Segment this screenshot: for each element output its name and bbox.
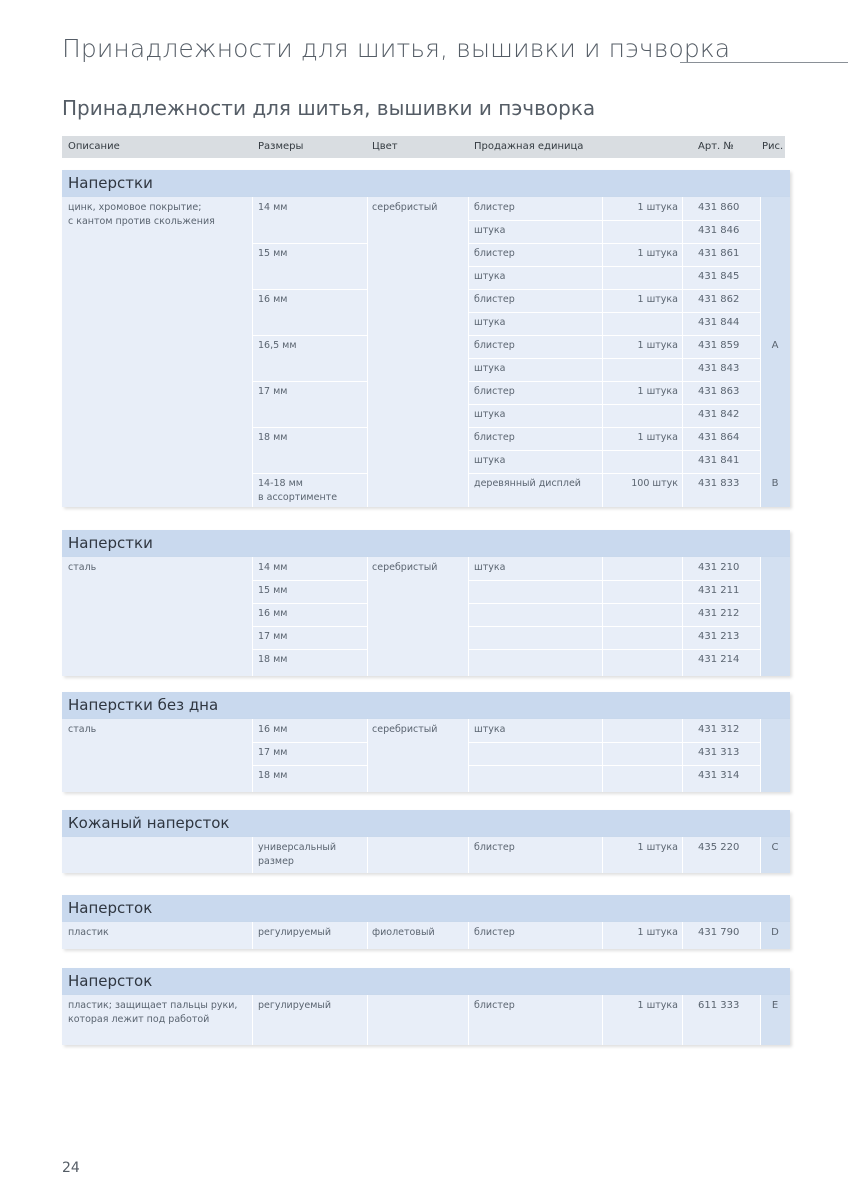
size-text: 14 мм bbox=[258, 562, 288, 573]
column-color: Цвет bbox=[372, 141, 398, 152]
column-divider bbox=[367, 995, 368, 1045]
size-text-line2: в ассортименте bbox=[258, 492, 338, 503]
size-text: 18 мм bbox=[258, 432, 288, 443]
article-number: 431 859 bbox=[698, 340, 740, 351]
sales-unit-text: блистер bbox=[474, 202, 515, 213]
column-divider bbox=[682, 837, 683, 873]
quantity-text: 1 штука bbox=[637, 1000, 678, 1011]
article-number: 431 790 bbox=[698, 927, 740, 938]
color-text: серебристый bbox=[372, 562, 438, 573]
size-divider bbox=[252, 603, 367, 604]
product-group bbox=[62, 692, 790, 792]
row-divider bbox=[468, 742, 760, 743]
sales-unit-text: штука bbox=[474, 455, 506, 466]
column-divider bbox=[367, 719, 368, 792]
sales-unit-text: блистер bbox=[474, 432, 515, 443]
product-group bbox=[62, 895, 790, 949]
row-divider bbox=[468, 381, 760, 382]
article-number: 431 844 bbox=[698, 317, 740, 328]
column-figure: Рис. bbox=[762, 141, 784, 152]
size-text: 16 мм bbox=[258, 724, 288, 735]
sales-unit-text: штука bbox=[474, 363, 506, 374]
group-header bbox=[62, 692, 790, 719]
sales-unit-text: блистер bbox=[474, 248, 515, 259]
group-title: Наперстки без дна bbox=[68, 696, 219, 714]
group-title: Наперстки bbox=[68, 174, 153, 192]
column-divider bbox=[682, 995, 683, 1045]
column-divider bbox=[468, 995, 469, 1045]
description-text: пластик; защищает пальцы руки, bbox=[68, 1000, 238, 1011]
size-divider bbox=[252, 765, 367, 766]
table-column-header bbox=[62, 136, 785, 158]
size-text: 15 мм bbox=[258, 585, 288, 596]
size-text: 16 мм bbox=[258, 608, 288, 619]
quantity-text: 1 штука bbox=[637, 927, 678, 938]
size-text: 16 мм bbox=[258, 294, 288, 305]
figure-column bbox=[760, 557, 790, 676]
description-text: цинк, хромовое покрытие; bbox=[68, 202, 202, 213]
column-divider bbox=[367, 197, 368, 507]
row-divider bbox=[468, 404, 760, 405]
group-header bbox=[62, 895, 790, 922]
sales-unit-text: штука bbox=[474, 317, 506, 328]
article-number: 431 845 bbox=[698, 271, 740, 282]
article-number: 431 861 bbox=[698, 248, 740, 259]
page-header bbox=[62, 34, 848, 74]
figure-label: B bbox=[771, 478, 779, 489]
column-divider bbox=[252, 557, 253, 676]
article-number: 431 862 bbox=[698, 294, 740, 305]
column-sales-unit: Продажная единица bbox=[474, 141, 584, 152]
column-article: Арт. № bbox=[698, 141, 734, 152]
size-divider bbox=[252, 427, 367, 428]
group-body bbox=[62, 719, 790, 792]
article-number: 431 860 bbox=[698, 202, 740, 213]
page-number: 24 bbox=[62, 1160, 80, 1176]
group-header bbox=[62, 530, 790, 557]
size-divider bbox=[252, 243, 367, 244]
product-group bbox=[62, 530, 790, 676]
quantity-text: 1 штука bbox=[637, 294, 678, 305]
row-divider bbox=[468, 266, 760, 267]
quantity-text: 1 штука bbox=[637, 842, 678, 853]
size-text: 14-18 мм bbox=[258, 478, 303, 489]
row-divider bbox=[468, 580, 760, 581]
size-divider bbox=[252, 473, 367, 474]
sales-unit-text: блистер bbox=[474, 340, 515, 351]
group-title: Кожаный наперсток bbox=[68, 814, 230, 832]
size-divider bbox=[252, 381, 367, 382]
article-number: 431 211 bbox=[698, 585, 740, 596]
article-number: 431 313 bbox=[698, 747, 740, 758]
figure-label: C bbox=[771, 842, 779, 853]
column-divider bbox=[367, 837, 368, 873]
row-divider bbox=[468, 626, 760, 627]
row-divider bbox=[468, 358, 760, 359]
row-divider bbox=[468, 312, 760, 313]
row-divider bbox=[468, 335, 760, 336]
product-group bbox=[62, 810, 790, 873]
quantity-text: 1 штука bbox=[637, 202, 678, 213]
article-number: 431 212 bbox=[698, 608, 740, 619]
figure-label: E bbox=[771, 1000, 779, 1011]
group-body bbox=[62, 922, 790, 949]
size-divider bbox=[252, 742, 367, 743]
size-text-line2: размер bbox=[258, 856, 294, 867]
size-text: 17 мм bbox=[258, 747, 288, 758]
row-divider bbox=[468, 427, 760, 428]
column-divider bbox=[760, 719, 761, 792]
article-number: 435 220 bbox=[698, 842, 740, 853]
size-text: 17 мм bbox=[258, 386, 288, 397]
size-text: универсальный bbox=[258, 842, 337, 853]
sales-unit-text: деревянный дисплей bbox=[474, 478, 581, 489]
column-divider bbox=[252, 837, 253, 873]
column-divider bbox=[468, 719, 469, 792]
size-divider bbox=[252, 289, 367, 290]
article-number: 431 210 bbox=[698, 562, 740, 573]
article-number: 611 333 bbox=[698, 1000, 740, 1011]
size-divider bbox=[252, 649, 367, 650]
article-number: 431 833 bbox=[698, 478, 740, 489]
row-divider bbox=[468, 765, 760, 766]
article-number: 431 314 bbox=[698, 770, 740, 781]
quantity-text: 1 штука bbox=[637, 432, 678, 443]
column-divider bbox=[602, 557, 603, 676]
figure-label: A bbox=[771, 340, 779, 351]
sales-unit-text: штука bbox=[474, 724, 506, 735]
article-number: 431 846 bbox=[698, 225, 740, 236]
row-divider bbox=[468, 649, 760, 650]
description-text: сталь bbox=[68, 724, 97, 735]
sales-unit-text: блистер bbox=[474, 386, 515, 397]
sales-unit-text: блистер bbox=[474, 1000, 515, 1011]
column-divider bbox=[468, 557, 469, 676]
description-text: пластик bbox=[68, 927, 109, 938]
header-rule bbox=[680, 62, 848, 63]
description-text: сталь bbox=[68, 562, 97, 573]
group-header bbox=[62, 968, 790, 995]
size-divider bbox=[252, 580, 367, 581]
row-divider bbox=[468, 473, 760, 474]
column-divider bbox=[468, 922, 469, 949]
group-title: Наперсток bbox=[68, 899, 153, 917]
column-divider bbox=[252, 719, 253, 792]
column-divider bbox=[602, 719, 603, 792]
quantity-text: 1 штука bbox=[637, 386, 678, 397]
color-text: серебристый bbox=[372, 202, 438, 213]
sales-unit-text: блистер bbox=[474, 294, 515, 305]
figure-label: D bbox=[771, 927, 779, 938]
article-number: 431 312 bbox=[698, 724, 740, 735]
size-text: 18 мм bbox=[258, 770, 288, 781]
figure-column bbox=[760, 719, 790, 792]
row-divider bbox=[468, 220, 760, 221]
quantity-text: 1 штука bbox=[637, 340, 678, 351]
column-divider bbox=[252, 922, 253, 949]
column-divider bbox=[367, 922, 368, 949]
product-group bbox=[62, 170, 790, 507]
group-title: Наперсток bbox=[68, 972, 153, 990]
column-description: Описание bbox=[68, 141, 120, 152]
size-text: 16,5 мм bbox=[258, 340, 297, 351]
sales-unit-text: штука bbox=[474, 271, 506, 282]
column-divider bbox=[252, 995, 253, 1045]
article-number: 431 842 bbox=[698, 409, 740, 420]
product-group bbox=[62, 968, 790, 1045]
group-body bbox=[62, 197, 790, 507]
row-divider bbox=[468, 243, 760, 244]
size-text: 18 мм bbox=[258, 654, 288, 665]
article-number: 431 863 bbox=[698, 386, 740, 397]
page-header-title: Принадлежности для шитья, вышивки и пэчворка bbox=[62, 34, 731, 63]
group-title: Наперстки bbox=[68, 534, 153, 552]
article-number: 431 864 bbox=[698, 432, 740, 443]
article-number: 431 213 bbox=[698, 631, 740, 642]
group-body bbox=[62, 837, 790, 873]
article-number: 431 841 bbox=[698, 455, 740, 466]
sales-unit-text: штука bbox=[474, 562, 506, 573]
sales-unit-text: штука bbox=[474, 409, 506, 420]
article-number: 431 214 bbox=[698, 654, 740, 665]
size-text: 14 мм bbox=[258, 202, 288, 213]
column-divider bbox=[682, 922, 683, 949]
article-number: 431 843 bbox=[698, 363, 740, 374]
size-text: 15 мм bbox=[258, 248, 288, 259]
group-header bbox=[62, 170, 790, 197]
quantity-text: 100 штук bbox=[631, 478, 678, 489]
sales-unit-text: блистер bbox=[474, 842, 515, 853]
size-divider bbox=[252, 626, 367, 627]
column-divider bbox=[682, 557, 683, 676]
group-header bbox=[62, 810, 790, 837]
column-sizes: Размеры bbox=[258, 141, 304, 152]
size-divider bbox=[252, 335, 367, 336]
size-text: 17 мм bbox=[258, 631, 288, 642]
size-text: регулируемый bbox=[258, 1000, 332, 1011]
column-divider bbox=[760, 557, 761, 676]
size-text: регулируемый bbox=[258, 927, 332, 938]
quantity-text: 1 штука bbox=[637, 248, 678, 259]
section-title: Принадлежности для шитья, вышивки и пэчворка bbox=[62, 96, 596, 120]
sales-unit-text: штука bbox=[474, 225, 506, 236]
color-text: серебристый bbox=[372, 724, 438, 735]
description-text: которая лежит под работой bbox=[68, 1014, 210, 1025]
group-body bbox=[62, 995, 790, 1045]
column-divider bbox=[468, 837, 469, 873]
group-body bbox=[62, 557, 790, 676]
column-divider bbox=[367, 557, 368, 676]
column-divider bbox=[682, 719, 683, 792]
sales-unit-text: блистер bbox=[474, 927, 515, 938]
row-divider bbox=[468, 450, 760, 451]
description-text: с кантом против скольжения bbox=[68, 216, 215, 227]
color-text: фиолетовый bbox=[372, 927, 435, 938]
row-divider bbox=[468, 289, 760, 290]
row-divider bbox=[468, 603, 760, 604]
